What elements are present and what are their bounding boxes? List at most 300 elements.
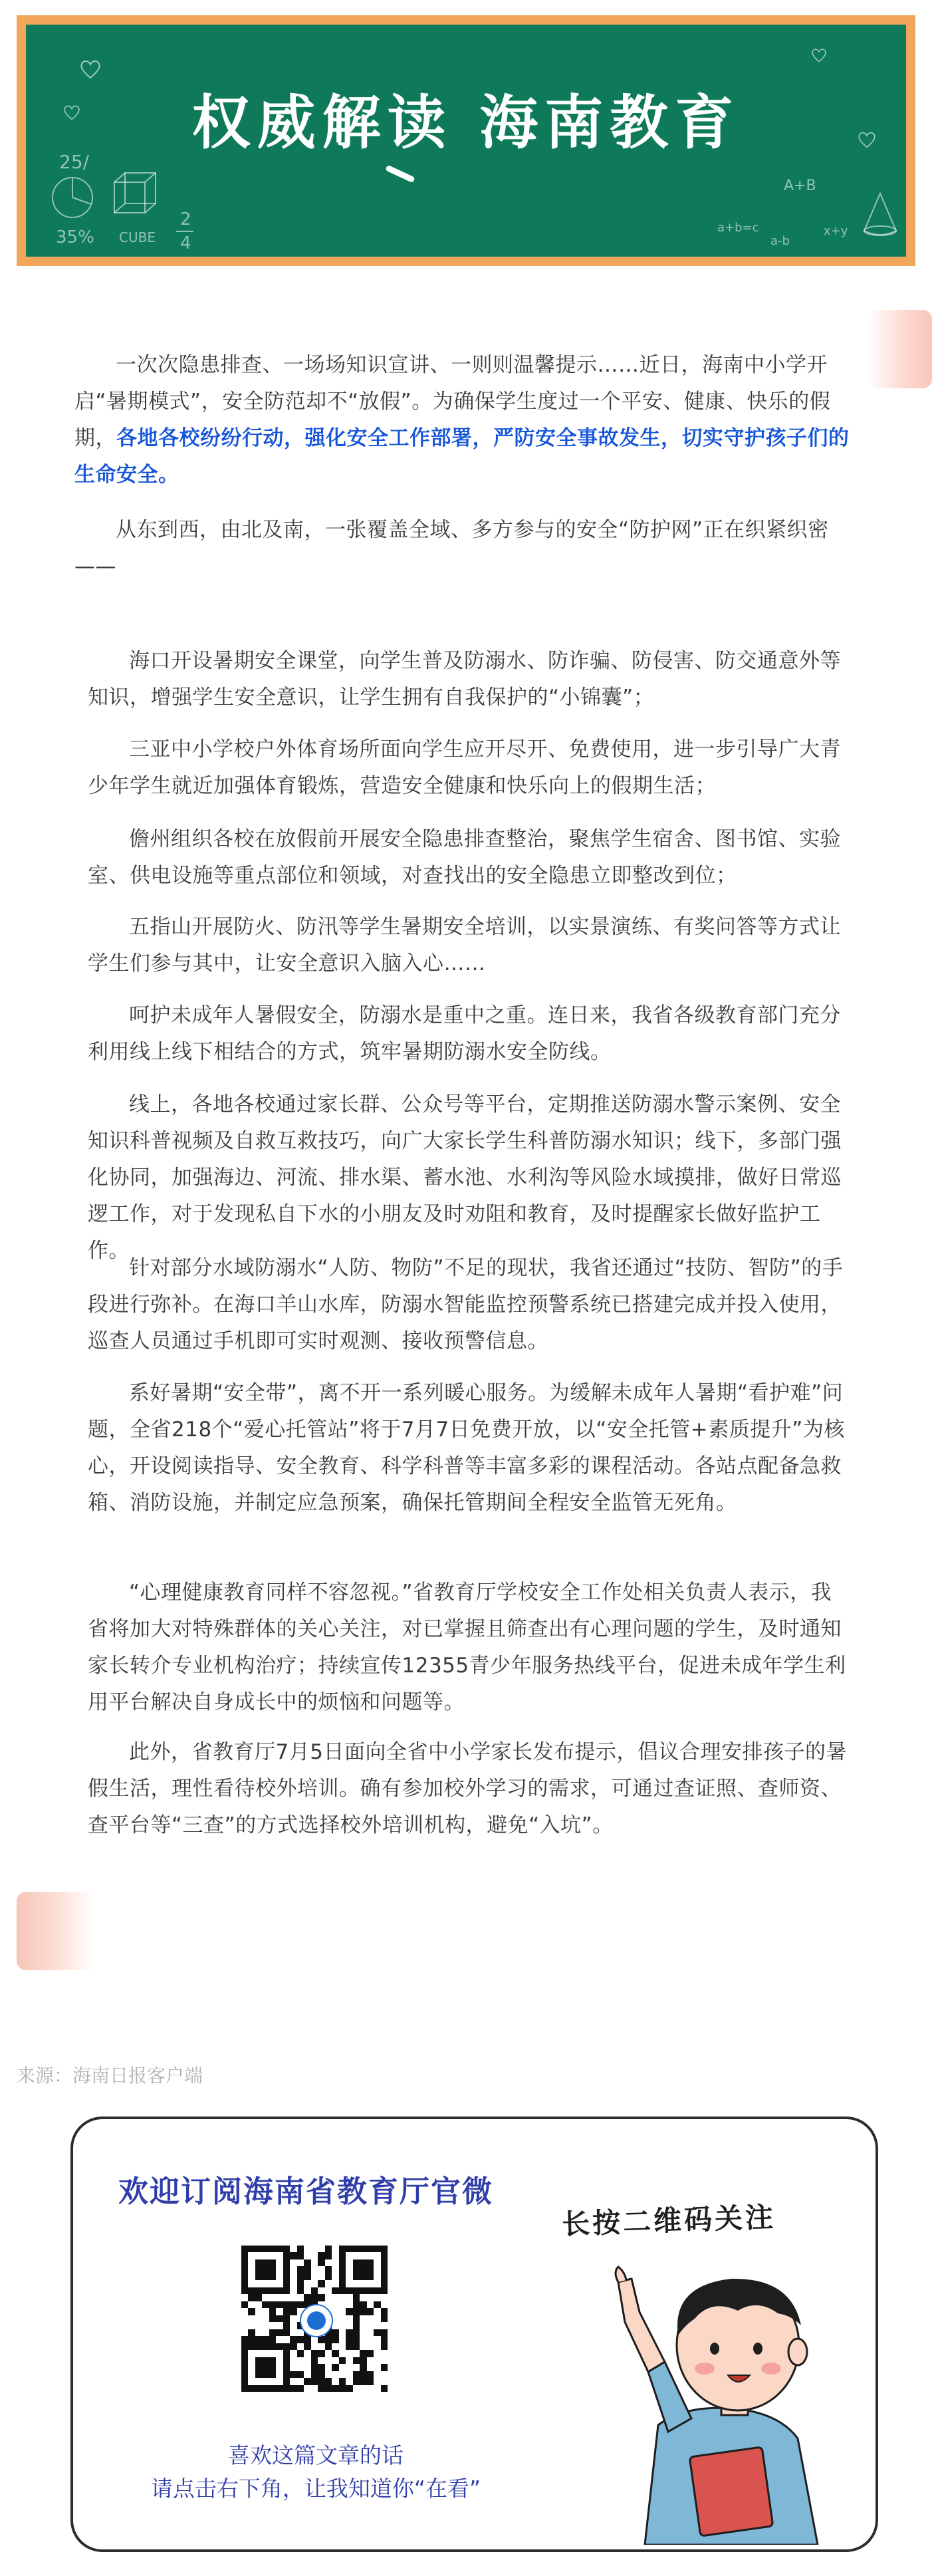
qr-module xyxy=(346,2343,352,2350)
qr-module xyxy=(360,2371,366,2378)
qr-module xyxy=(367,2371,374,2378)
qr-module xyxy=(276,2246,283,2252)
qr-module xyxy=(276,2259,283,2266)
qr-module xyxy=(360,2246,366,2252)
qr-module xyxy=(325,2357,332,2364)
qr-module xyxy=(297,2246,304,2252)
qr-module xyxy=(269,2350,276,2357)
qr-module xyxy=(325,2259,332,2266)
qr-module xyxy=(353,2273,360,2280)
qr-module xyxy=(276,2280,283,2287)
qr-module xyxy=(262,2357,269,2364)
doodle-number: 25/ xyxy=(59,151,90,173)
qr-module xyxy=(255,2385,262,2392)
qr-module xyxy=(283,2364,290,2371)
qr-module xyxy=(297,2252,304,2259)
qr-module xyxy=(339,2322,346,2329)
qr-module xyxy=(381,2385,388,2392)
qr-module xyxy=(353,2294,360,2301)
qr-module xyxy=(311,2259,318,2266)
qr-module xyxy=(269,2343,276,2350)
qr-module xyxy=(325,2385,332,2392)
qr-module xyxy=(332,2336,338,2343)
qr-module xyxy=(318,2280,324,2287)
qr-module xyxy=(262,2301,269,2308)
qr-module xyxy=(255,2336,262,2343)
qr-module xyxy=(290,2280,296,2287)
qr-module xyxy=(325,2350,332,2357)
qr-module xyxy=(353,2259,360,2266)
qr-module xyxy=(332,2322,338,2329)
qr-module xyxy=(297,2364,304,2371)
qr-module xyxy=(332,2301,338,2308)
qr-module xyxy=(332,2308,338,2315)
qr-module xyxy=(304,2273,310,2280)
qr-module xyxy=(353,2371,360,2378)
qr-module xyxy=(290,2329,296,2336)
qr-module xyxy=(353,2322,360,2329)
qr-module xyxy=(339,2301,346,2308)
qr-module xyxy=(381,2315,388,2322)
qr-module xyxy=(241,2273,248,2280)
qr-module xyxy=(325,2371,332,2378)
qr-module xyxy=(318,2364,324,2371)
qr-module xyxy=(290,2322,296,2329)
qr-module xyxy=(290,2315,296,2322)
qr-module xyxy=(290,2343,296,2350)
qr-module xyxy=(381,2364,388,2371)
qr-module xyxy=(353,2287,360,2294)
cube-doodle-icon xyxy=(109,168,162,221)
qr-module xyxy=(262,2287,269,2294)
qr-module xyxy=(318,2252,324,2259)
qr-module xyxy=(318,2385,324,2392)
qr-module xyxy=(353,2350,360,2357)
pie-doodle-icon xyxy=(49,174,96,221)
qr-module xyxy=(262,2371,269,2378)
qr-module xyxy=(318,2259,324,2266)
qr-module xyxy=(283,2350,290,2357)
qr-module xyxy=(339,2259,346,2266)
qr-module xyxy=(241,2357,248,2364)
qr-module xyxy=(283,2357,290,2364)
article-paragraph: 针对部分水域防溺水“人防、物防”不足的现状，我省还通过“技防、智防”的手段进行弥补。在海口羊山水库，防溺水智能监控预警系统已搭建完成并投入使用，巡查人员通过手机即可实时观测、接收预警信息。 xyxy=(88,1256,844,1353)
qr-module xyxy=(374,2371,380,2378)
qr-module xyxy=(346,2364,352,2371)
subscribe-line1: 喜欢这篇文章的话 xyxy=(228,2442,404,2468)
qr-module xyxy=(374,2273,380,2280)
qr-module xyxy=(248,2350,255,2357)
qr-module xyxy=(360,2315,366,2322)
qr-module xyxy=(360,2294,366,2301)
qr-module xyxy=(248,2287,255,2294)
qr-module xyxy=(346,2308,352,2315)
qr-module xyxy=(353,2252,360,2259)
qr-module xyxy=(381,2350,388,2357)
qr-module xyxy=(374,2322,380,2329)
qr-module xyxy=(381,2287,388,2294)
qr-module xyxy=(339,2280,346,2287)
qr-module xyxy=(381,2266,388,2273)
qr-module xyxy=(367,2343,374,2350)
qr-module xyxy=(346,2252,352,2259)
qr-module xyxy=(353,2266,360,2273)
qr-module xyxy=(248,2259,255,2266)
qr-module xyxy=(318,2343,324,2350)
qr-module xyxy=(269,2378,276,2384)
qr-module xyxy=(241,2308,248,2315)
qr-module xyxy=(290,2378,296,2384)
qr-module xyxy=(304,2246,310,2252)
qr-module xyxy=(367,2294,374,2301)
qr-module xyxy=(248,2336,255,2343)
qr-module xyxy=(241,2280,248,2287)
qr-module xyxy=(248,2252,255,2259)
qr-module xyxy=(339,2252,346,2259)
qr-module xyxy=(241,2252,248,2259)
qr-module xyxy=(311,2294,318,2301)
handwritten-caption: 长按二维码关注 xyxy=(561,2200,776,2241)
qr-module xyxy=(346,2371,352,2378)
qr-module xyxy=(269,2252,276,2259)
qr-module xyxy=(283,2246,290,2252)
qr-module xyxy=(374,2259,380,2266)
qr-module xyxy=(283,2308,290,2315)
qr-module xyxy=(374,2280,380,2287)
qr-module xyxy=(241,2378,248,2384)
qr-module xyxy=(304,2357,310,2364)
qr-module xyxy=(346,2301,352,2308)
qr-module xyxy=(269,2246,276,2252)
qr-module xyxy=(262,2378,269,2384)
qr-module xyxy=(255,2246,262,2252)
qr-module xyxy=(381,2273,388,2280)
qr-module xyxy=(248,2357,255,2364)
qr-module xyxy=(241,2259,248,2266)
qr-module xyxy=(332,2287,338,2294)
qr-module xyxy=(297,2280,304,2287)
qr-module xyxy=(318,2357,324,2364)
article-paragraph: “心理健康教育同样不容忽视。”省教育厅学校安全工作处相关负责人表示，我省将加大对特殊群体的关心关注，对已掌握且筛查出有心理问题的学生，及时通知家长转介专业机构治疗；持续宣传12355青少年服务热线平台，促进未成年学生利用平台解决自身成长中的烦恼和问题等。 xyxy=(88,1581,846,1714)
qr-module xyxy=(360,2259,366,2266)
qr-module xyxy=(276,2343,283,2350)
qr-module xyxy=(381,2371,388,2378)
qr-module xyxy=(248,2385,255,2392)
qr-module xyxy=(346,2357,352,2364)
qr-module xyxy=(339,2246,346,2252)
doodle-cube-label: CUBE xyxy=(119,229,156,245)
qr-module xyxy=(367,2259,374,2266)
qr-module xyxy=(339,2308,346,2315)
qr-module xyxy=(367,2378,374,2384)
qr-module xyxy=(381,2357,388,2364)
qr-module xyxy=(269,2301,276,2308)
qr-module xyxy=(241,2350,248,2357)
qr-module xyxy=(374,2350,380,2357)
qr-module xyxy=(346,2329,352,2336)
qr-module xyxy=(367,2266,374,2273)
doodle-formula: a-b xyxy=(770,234,790,248)
qr-module xyxy=(318,2294,324,2301)
qr-module xyxy=(311,2350,318,2357)
subscribe-title: 欢迎订阅海南省教育厅官微 xyxy=(118,2174,494,2209)
qr-module xyxy=(269,2294,276,2301)
qr-module xyxy=(255,2301,262,2308)
qr-module xyxy=(367,2301,374,2308)
qr-module xyxy=(381,2294,388,2301)
qr-module xyxy=(276,2266,283,2273)
qr-module xyxy=(339,2287,346,2294)
qr-module xyxy=(332,2343,338,2350)
qr-module xyxy=(367,2329,374,2336)
doodle-fraction-line xyxy=(176,231,193,232)
qr-module xyxy=(325,2294,332,2301)
qr-module xyxy=(241,2246,248,2252)
qr-module xyxy=(276,2322,283,2329)
qr-module xyxy=(374,2357,380,2364)
article-paragraph: 三亚中小学校户外体育场所面向学生应开尽开、免费使用，进一步引导广大青少年学生就近加强体育锻炼，营造安全健康和快乐向上的假期生活； xyxy=(88,737,841,798)
doodle-formula: x+y xyxy=(824,224,848,238)
qr-module xyxy=(346,2280,352,2287)
qr-module xyxy=(241,2301,248,2308)
qr-module xyxy=(283,2371,290,2378)
qr-module xyxy=(248,2371,255,2378)
qr-module xyxy=(262,2343,269,2350)
qr-module xyxy=(325,2266,332,2273)
qr-module xyxy=(297,2259,304,2266)
qr-module xyxy=(311,2266,318,2273)
qr-module xyxy=(255,2252,262,2259)
qr-module xyxy=(304,2294,310,2301)
qr-module xyxy=(374,2329,380,2336)
qr-module xyxy=(283,2273,290,2280)
qr-module xyxy=(283,2315,290,2322)
qr-module xyxy=(353,2329,360,2336)
qr-module xyxy=(360,2273,366,2280)
qr-module xyxy=(255,2273,262,2280)
qr-module xyxy=(290,2364,296,2371)
qr-module xyxy=(318,2287,324,2294)
qr-module xyxy=(367,2336,374,2343)
qr-module xyxy=(304,2364,310,2371)
qr-module xyxy=(276,2336,283,2343)
article-source: 来源：海南日报客户端 xyxy=(17,2065,203,2087)
qr-module xyxy=(353,2357,360,2364)
qr-module xyxy=(374,2301,380,2308)
qr-module xyxy=(325,2378,332,2384)
qr-module xyxy=(290,2246,296,2252)
qr-module xyxy=(283,2280,290,2287)
qr-module xyxy=(262,2350,269,2357)
qr-module xyxy=(360,2301,366,2308)
qr-module xyxy=(304,2259,310,2266)
qr-module xyxy=(262,2294,269,2301)
qr-module xyxy=(346,2287,352,2294)
qr-module xyxy=(297,2343,304,2350)
qr-module xyxy=(311,2357,318,2364)
qr-module xyxy=(325,2301,332,2308)
header-banner xyxy=(17,15,915,266)
qr-module xyxy=(283,2336,290,2343)
qr-module xyxy=(255,2266,262,2273)
qr-module xyxy=(339,2385,346,2392)
qr-module xyxy=(353,2246,360,2252)
qr-module xyxy=(360,2364,366,2371)
qr-module xyxy=(339,2371,346,2378)
qr-module xyxy=(255,2259,262,2266)
qr-module xyxy=(374,2266,380,2273)
qr-module xyxy=(332,2252,338,2259)
qr-module xyxy=(255,2322,262,2329)
qr-module xyxy=(367,2357,374,2364)
qr-module xyxy=(367,2273,374,2280)
qr-module xyxy=(311,2343,318,2350)
qr-module xyxy=(353,2378,360,2384)
qr-module xyxy=(339,2343,346,2350)
intro-paragraph-2: 从东到西，由北及南，一张覆盖全域、多方参与的安全“防护网”正在织紧织密—— xyxy=(74,518,829,579)
qr-module xyxy=(269,2364,276,2371)
boy-pointing-illustration xyxy=(578,2252,858,2545)
qr-module xyxy=(346,2385,352,2392)
qr-module xyxy=(311,2273,318,2280)
qr-module xyxy=(241,2322,248,2329)
qr-module xyxy=(339,2315,346,2322)
qr-module xyxy=(304,2343,310,2350)
qr-module xyxy=(262,2322,269,2329)
qr-module xyxy=(360,2252,366,2259)
qr-module xyxy=(318,2246,324,2252)
qr-module xyxy=(290,2357,296,2364)
qr-module xyxy=(325,2273,332,2280)
qr-module xyxy=(241,2329,248,2336)
article-paragraph: 五指山开展防火、防汛等学生暑期安全培训，以实景演练、有奖问答等方式让学生们参与其中，让安全意识入脑入心…… xyxy=(88,915,841,975)
qr-module xyxy=(381,2343,388,2350)
qr-module xyxy=(283,2301,290,2308)
intro-paragraph xyxy=(74,347,864,493)
qr-module xyxy=(311,2371,318,2378)
qr-module xyxy=(290,2308,296,2315)
qr-module xyxy=(241,2287,248,2294)
qr-module xyxy=(353,2280,360,2287)
qr-module xyxy=(304,2336,310,2343)
qr-module xyxy=(304,2378,310,2384)
qr-module xyxy=(339,2329,346,2336)
qr-module xyxy=(276,2301,283,2308)
decor-pink-block xyxy=(17,1892,95,1970)
qr-module xyxy=(311,2364,318,2371)
qr-module xyxy=(283,2343,290,2350)
qr-module xyxy=(290,2350,296,2357)
qr-module xyxy=(304,2280,310,2287)
doodle-ab: A+B xyxy=(784,178,816,194)
article-paragraph: 儋州组织各校在放假前开展安全隐患排查整治，聚焦学生宿舍、图书馆、实验室、供电设施等重点部位和领域，对查找出的安全隐患立即整改到位； xyxy=(88,827,841,888)
qr-module xyxy=(276,2378,283,2384)
qr-module xyxy=(297,2287,304,2294)
qr-module xyxy=(311,2385,318,2392)
qr-module xyxy=(255,2329,262,2336)
qr-module xyxy=(248,2378,255,2384)
qr-module xyxy=(346,2266,352,2273)
qr-module xyxy=(248,2315,255,2322)
qr-module xyxy=(269,2322,276,2329)
qr-module xyxy=(332,2246,338,2252)
qr-module xyxy=(381,2280,388,2287)
qr-module xyxy=(255,2364,262,2371)
qr-module xyxy=(346,2350,352,2357)
subscribe-card xyxy=(70,2117,878,2552)
chalkboard xyxy=(26,25,906,257)
qr-module xyxy=(360,2266,366,2273)
article-paragraph: 此外，省教育厅7月5日面向全省中小学家长发布提示，倡议合理安排孩子的暑假生活，理性看待校外培训。确有参加校外学习的需求，可通过查证照、查师资、查平台等“三查”的方式选择校外培训机构，避免“入坑”。 xyxy=(88,1740,847,1837)
qr-module xyxy=(304,2385,310,2392)
article-paragraph: 系好暑期“安全带”，离不开一系列暖心服务。为缓解未成年人暑期“看护难”问题，全省218个“爱心托管站”将于7月7日免费开放，以“安全托管+素质提升”为核心，开设阅读指导、安全教育、科学科普等丰富多彩的课程活动。各站点配备急救箱、消防设施，并制定应急预案，确保托管期间全程安全监管无死角。 xyxy=(88,1381,845,1515)
qr-module xyxy=(311,2280,318,2287)
qr-module xyxy=(367,2280,374,2287)
qr-module xyxy=(297,2294,304,2301)
qr-module xyxy=(374,2315,380,2322)
qr-module xyxy=(241,2371,248,2378)
qr-module xyxy=(381,2329,388,2336)
qr-module xyxy=(283,2294,290,2301)
qr-module xyxy=(262,2364,269,2371)
qr-module xyxy=(332,2266,338,2273)
qr-module xyxy=(248,2301,255,2308)
qr-module xyxy=(283,2259,290,2266)
qr-module xyxy=(248,2322,255,2329)
qr-module xyxy=(276,2315,283,2322)
article-paragraph: 呵护未成年人暑假安全，防溺水是重中之重。连日来，我省各级教育部门充分利用线上线下相结合的方式，筑牢暑期防溺水安全防线。 xyxy=(88,1003,841,1064)
qr-module xyxy=(248,2266,255,2273)
qr-module xyxy=(297,2350,304,2357)
qr-module xyxy=(304,2371,310,2378)
qr-module xyxy=(360,2287,366,2294)
qr-module xyxy=(311,2336,318,2343)
qr-module xyxy=(367,2308,374,2315)
doodle-fraction-top: 2 xyxy=(180,209,191,229)
qr-module xyxy=(332,2378,338,2384)
qr-module xyxy=(248,2343,255,2350)
qr-module xyxy=(360,2343,366,2350)
qr-module xyxy=(318,2266,324,2273)
qr-module xyxy=(276,2364,283,2371)
qr-module xyxy=(297,2266,304,2273)
qr-module xyxy=(290,2371,296,2378)
qr-module xyxy=(290,2294,296,2301)
qr-module xyxy=(332,2371,338,2378)
chalk-dash xyxy=(385,165,415,184)
qr-module xyxy=(374,2308,380,2315)
qr-module xyxy=(367,2322,374,2329)
qr-module xyxy=(283,2252,290,2259)
qr-module xyxy=(367,2252,374,2259)
qr-module xyxy=(262,2246,269,2252)
qr-module xyxy=(339,2378,346,2384)
qr-module xyxy=(360,2322,366,2329)
qr-module xyxy=(276,2294,283,2301)
qr-module xyxy=(381,2259,388,2266)
qr-module xyxy=(360,2357,366,2364)
qr-module xyxy=(255,2287,262,2294)
qr-module xyxy=(241,2336,248,2343)
qr-module xyxy=(381,2378,388,2384)
qr-module xyxy=(339,2273,346,2280)
qr-module xyxy=(262,2259,269,2266)
qr-module xyxy=(360,2350,366,2357)
qr-module xyxy=(332,2280,338,2287)
qr-module xyxy=(374,2294,380,2301)
qr-module xyxy=(360,2336,366,2343)
qr-module xyxy=(269,2315,276,2322)
